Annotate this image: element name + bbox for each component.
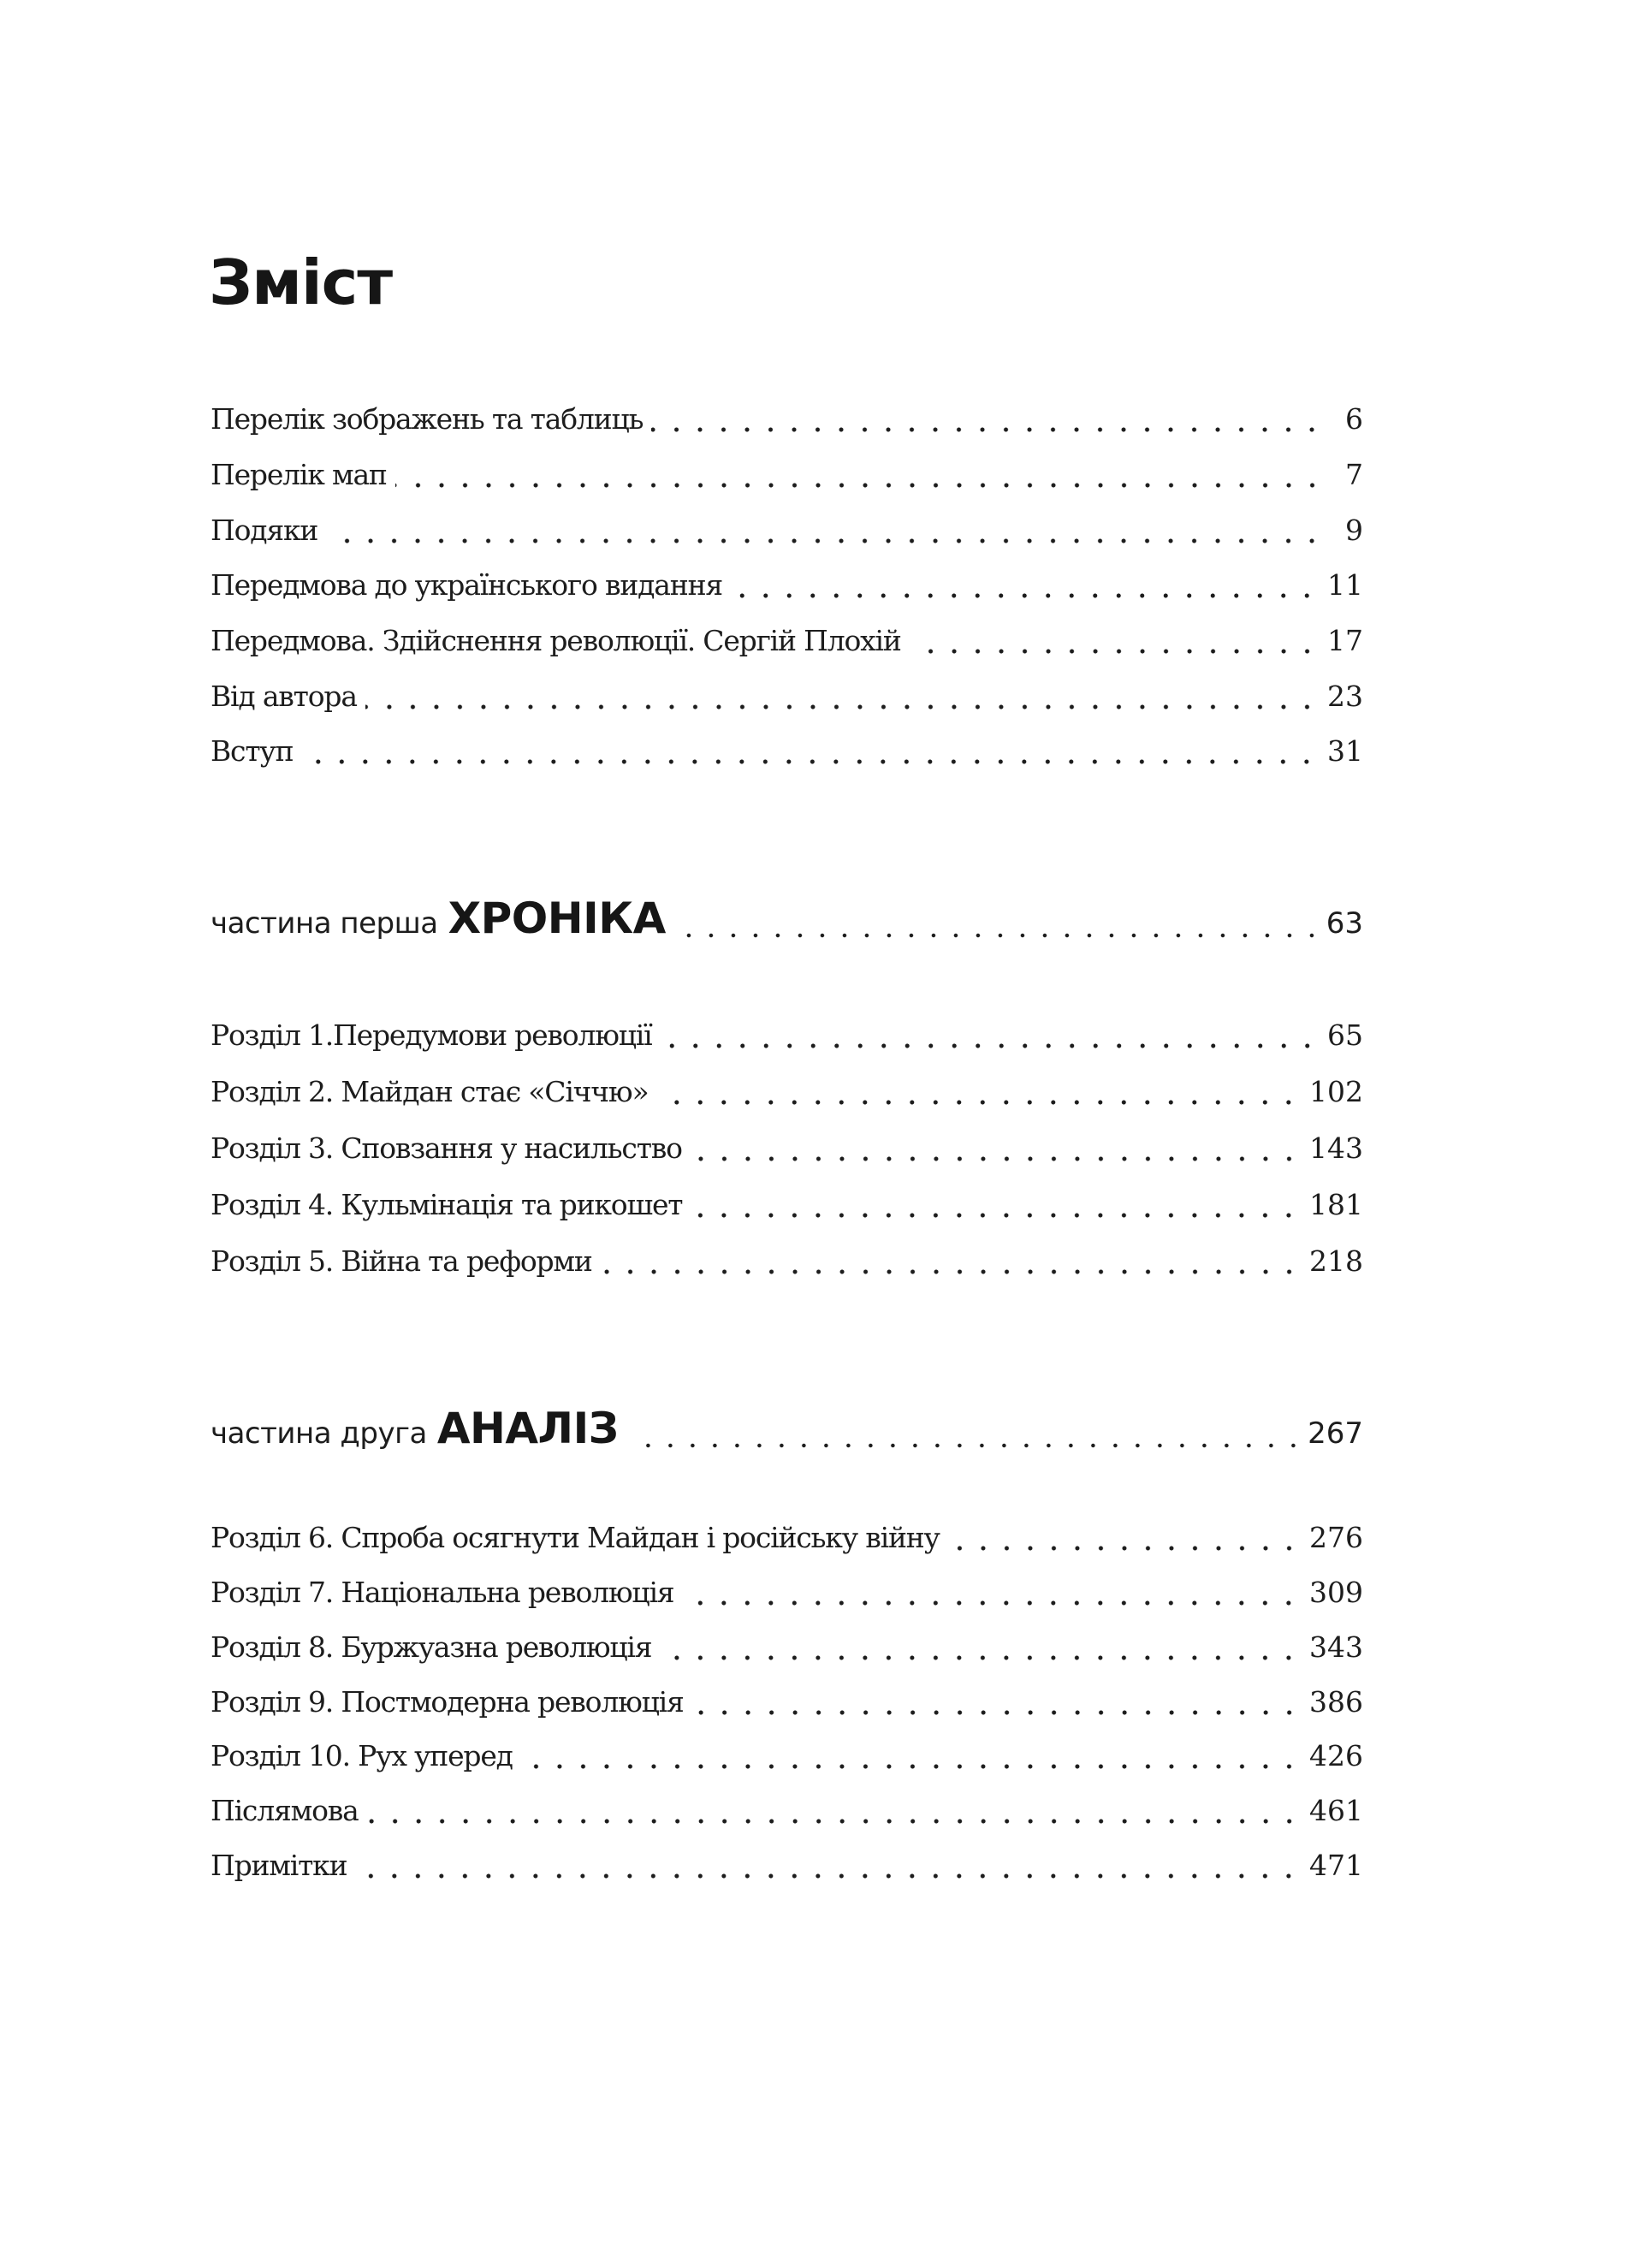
- part-page: 63: [1326, 906, 1363, 941]
- dot-leader: [661, 1042, 1319, 1050]
- toc-entry-page: 9: [1345, 514, 1363, 547]
- toc-entry[interactable]: [211, 1783, 1363, 1838]
- dot-leader: [682, 1599, 1301, 1607]
- toc-entry[interactable]: [211, 1674, 1363, 1730]
- toc-entry-page: 102: [1309, 1075, 1363, 1108]
- toc-entry[interactable]: [211, 1619, 1363, 1675]
- dot-leader: [656, 1098, 1301, 1107]
- part-page: 267: [1308, 1416, 1363, 1451]
- dot-leader: [631, 1441, 1304, 1450]
- toc-entry-label: Вступ: [211, 734, 294, 768]
- dot-leader: [660, 1654, 1301, 1662]
- toc-entry-page: 276: [1309, 1521, 1363, 1554]
- toc-entry-label: Розділ 5. Війна та реформи: [211, 1244, 592, 1278]
- toc-entry[interactable]: [211, 1510, 1363, 1565]
- toc-entry-page: 23: [1327, 680, 1363, 713]
- dot-leader: [731, 591, 1319, 600]
- dot-leader: [355, 1872, 1301, 1880]
- page-title: Зміст: [209, 246, 393, 319]
- toc-entry[interactable]: [211, 1728, 1363, 1784]
- toc-entry-label: Розділ 9. Постмодерна революція: [211, 1685, 684, 1719]
- toc-entry[interactable]: [211, 1233, 1363, 1289]
- dot-leader: [678, 931, 1323, 940]
- toc-entry-label: Розділ 2. Майдан стає «Січчю»: [211, 1075, 649, 1108]
- dot-leader: [651, 425, 1324, 434]
- dot-leader: [948, 1544, 1301, 1553]
- dot-leader: [365, 703, 1319, 711]
- toc-entry-page: 386: [1309, 1685, 1363, 1719]
- toc-entry-page: 218: [1309, 1244, 1363, 1278]
- toc-entry[interactable]: [211, 557, 1363, 613]
- toc-entry[interactable]: [211, 1838, 1363, 1893]
- toc-entry-page: 7: [1345, 458, 1363, 491]
- toc-entry-label: Перелік мап: [211, 458, 387, 491]
- toc-entry-page: 343: [1309, 1630, 1363, 1664]
- toc-entry[interactable]: [211, 1064, 1363, 1119]
- toc-entry-page: 31: [1327, 734, 1363, 768]
- toc-entry-page: 17: [1327, 624, 1363, 657]
- toc-entry-page: 6: [1345, 402, 1363, 436]
- toc-entry-page: 143: [1309, 1131, 1363, 1165]
- dot-leader: [691, 1155, 1301, 1163]
- toc-entry[interactable]: [211, 668, 1363, 724]
- dot-leader: [367, 1817, 1301, 1826]
- toc-entry-page: 65: [1327, 1018, 1363, 1052]
- toc-entry-label: Розділ 3. Сповзання у насильство: [211, 1131, 682, 1165]
- dot-leader: [521, 1762, 1301, 1771]
- toc-entry-label: Розділ 6. Спроба осягнути Майдан і російську війну: [211, 1521, 940, 1554]
- toc-entry-label: Передмова. Здійснення революції. Сергій Плохій: [211, 624, 901, 657]
- toc-entry[interactable]: [211, 613, 1363, 668]
- dot-leader: [910, 647, 1319, 656]
- toc-entry-page: 309: [1309, 1576, 1363, 1609]
- toc-entry[interactable]: [211, 502, 1363, 558]
- part-heading-one[interactable]: [211, 884, 1363, 953]
- toc-entry[interactable]: [211, 723, 1363, 779]
- toc-entry-label: Примітки: [211, 1849, 347, 1882]
- toc-entry-page: 11: [1327, 568, 1363, 602]
- toc-entry[interactable]: [211, 1564, 1363, 1620]
- toc-entry[interactable]: [211, 391, 1363, 447]
- part-name: ХРОНІКА: [448, 894, 666, 943]
- toc-entry-label: Від автора: [211, 680, 357, 713]
- toc-entry-label: Розділ 10. Рух уперед: [211, 1739, 513, 1772]
- toc-entry-page: 461: [1309, 1794, 1363, 1827]
- toc-entry-label: Подяки: [211, 514, 318, 547]
- part-name: АНАЛІЗ: [436, 1404, 619, 1453]
- dot-leader: [301, 757, 1319, 766]
- toc-entry-label: Перелік зображень та таблиць: [211, 402, 644, 436]
- dot-leader: [326, 537, 1324, 545]
- part-heading-two[interactable]: [211, 1394, 1363, 1463]
- toc-entry-label: Розділ 7. Національна революція: [211, 1576, 674, 1609]
- part-prefix: частина друга: [211, 1416, 427, 1451]
- toc-entry-page: 426: [1309, 1739, 1363, 1772]
- toc-entry-label: Передмова до українського видання: [211, 568, 722, 602]
- toc-entry-label: Розділ 1.Передумови революції: [211, 1018, 652, 1052]
- dot-leader: [691, 1211, 1301, 1220]
- toc-entry-label: Розділ 4. Кульмінація та рикошет: [211, 1188, 683, 1221]
- toc-entry-label: Післямова: [211, 1794, 359, 1827]
- part-prefix: частина перша: [211, 906, 438, 941]
- dot-leader: [601, 1268, 1301, 1276]
- toc-entry[interactable]: [211, 1177, 1363, 1232]
- toc-entry-page: 181: [1309, 1188, 1363, 1221]
- toc-entry[interactable]: [211, 447, 1363, 502]
- dot-leader: [692, 1708, 1301, 1717]
- toc-entry[interactable]: [211, 1120, 1363, 1176]
- toc-entry[interactable]: [211, 1007, 1363, 1063]
- dot-leader: [395, 481, 1324, 490]
- toc-entry-page: 471: [1309, 1849, 1363, 1882]
- toc-entry-label: Розділ 8. Буржуазна революція: [211, 1630, 652, 1664]
